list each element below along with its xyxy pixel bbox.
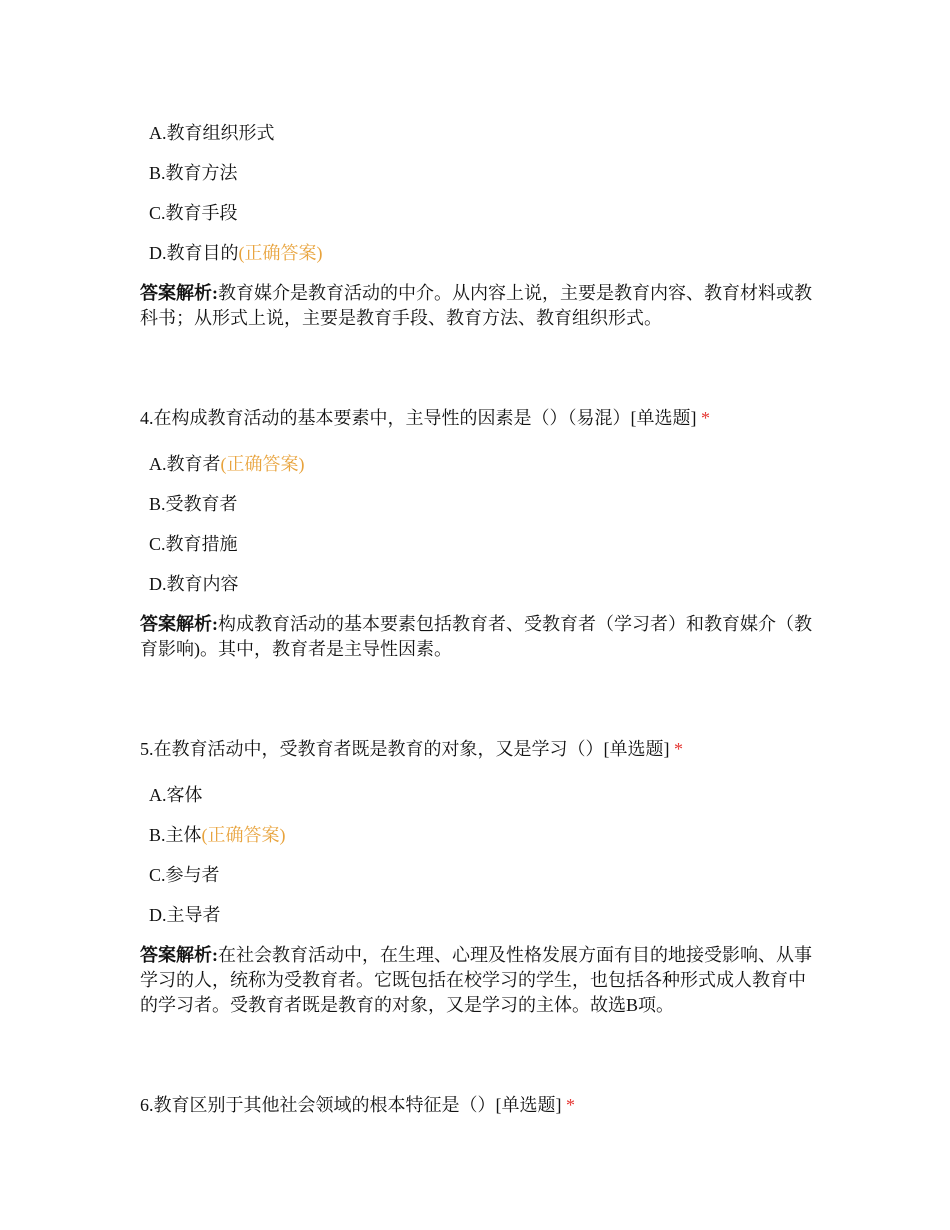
q4-option-b: B.受教育者 bbox=[149, 494, 238, 514]
q3-option-a: A.教育组织形式 bbox=[149, 123, 275, 143]
q3-option-list bbox=[140, 122, 820, 264]
q5-option-d: D.主导者 bbox=[149, 905, 221, 925]
q3-explanation: 答案解析:教育媒介是教育活动的中介。从内容上说，主要是教育内容、教育材料或教科书；从形式上说，主要是教育手段、教育方法、教育组织形式。 bbox=[140, 283, 812, 328]
q4-title: 4.在构成教育活动的基本要素中，主导性的因素是（）（易混）[单选题] * bbox=[140, 408, 710, 428]
explanation-label: 答案解析: bbox=[140, 614, 218, 634]
q4-option-a: A.教育者(正确答案) bbox=[149, 454, 305, 474]
q3-option-d: D.教育目的(正确答案) bbox=[149, 243, 323, 263]
q5-option-c: C.参与者 bbox=[149, 865, 220, 885]
q5-option-b: B.主体(正确答案) bbox=[149, 825, 286, 845]
correct-answer-marker: (正确答案) bbox=[201, 825, 286, 845]
required-mark: * bbox=[674, 739, 683, 759]
explanation-label: 答案解析: bbox=[140, 283, 218, 303]
q4-option-list bbox=[140, 453, 820, 595]
correct-answer-marker: (正确答案) bbox=[238, 243, 323, 263]
q4-option-c: C.教育措施 bbox=[149, 534, 238, 554]
q3-option-c: C.教育手段 bbox=[149, 203, 238, 223]
required-mark: * bbox=[566, 1095, 575, 1115]
correct-answer-marker: (正确答案) bbox=[220, 454, 305, 474]
q5-option-list bbox=[140, 784, 820, 926]
q6-title: 6.教育区别于其他社会领域的根本特征是（）[单选题] * bbox=[140, 1095, 575, 1115]
q5-title: 5.在教育活动中，受教育者既是教育的对象，又是学习（）[单选题] * bbox=[140, 739, 683, 759]
q4-explanation: 答案解析:构成教育活动的基本要素包括教育者、受教育者（学习者）和教育媒介（教育影响)。其中，教育者是主导性因素。 bbox=[140, 614, 812, 659]
required-mark: * bbox=[701, 408, 710, 428]
q5-explanation: 答案解析:在社会教育活动中，在生理、心理及性格发展方面有目的地接受影响、从事学习的人，统称为受教育者。它既包括在校学习的学生，也包括各种形式成人教育中的学习者。受教育者既是教育的对象，又是学习的主体。故选B项。 bbox=[140, 945, 812, 1015]
q3-option-b: B.教育方法 bbox=[149, 163, 238, 183]
explanation-label: 答案解析: bbox=[140, 945, 218, 965]
q4-option-d: D.教育内容 bbox=[149, 574, 239, 594]
q5-option-a: A.客体 bbox=[149, 785, 203, 805]
